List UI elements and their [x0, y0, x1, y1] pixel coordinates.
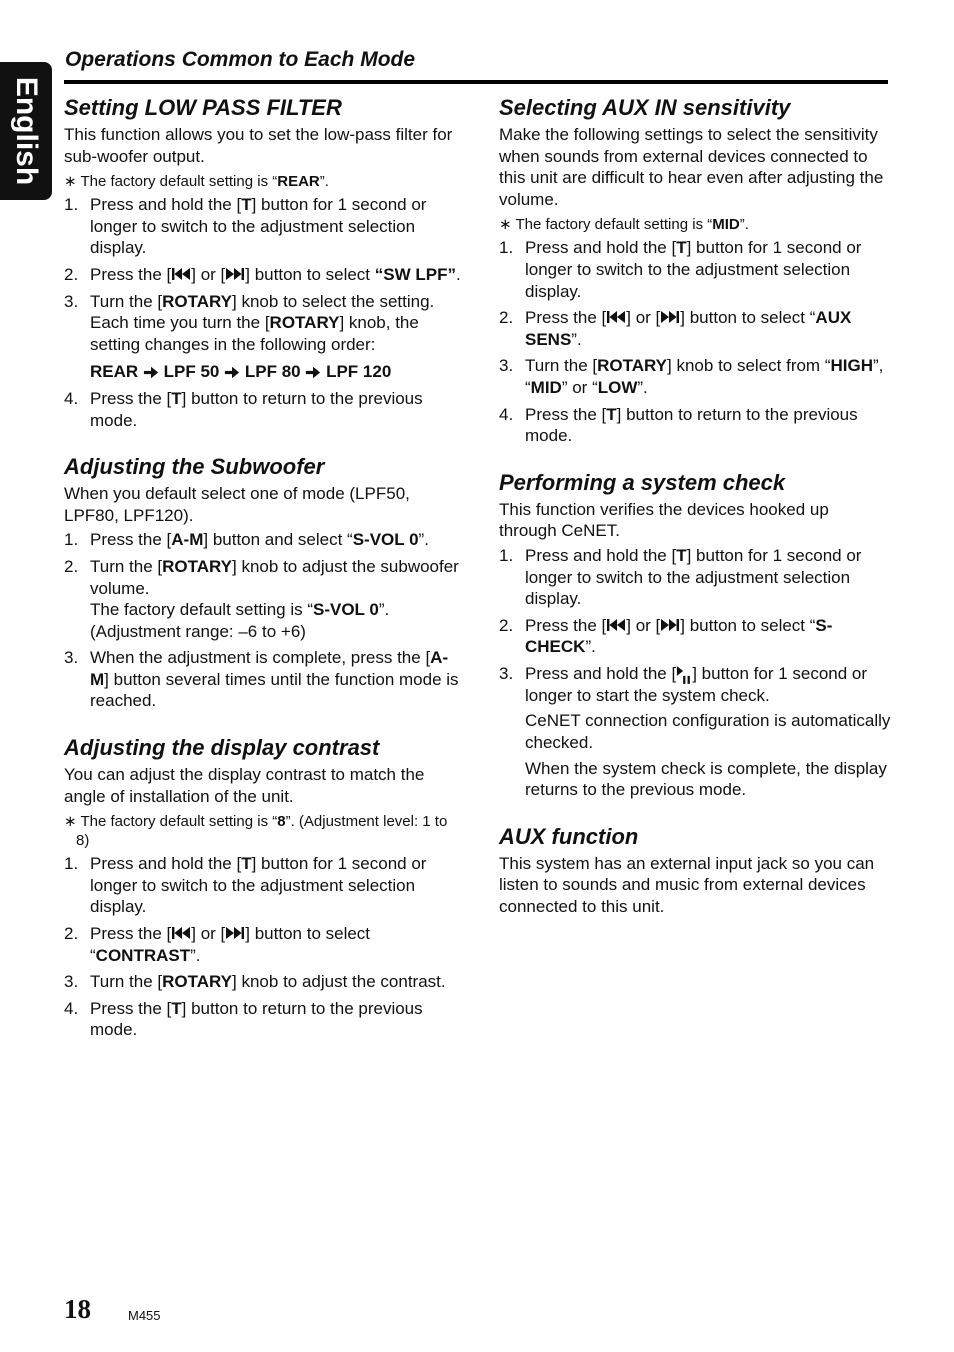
step-4: 4. Press the [T] button to return to the previous mode.: [499, 404, 858, 446]
play-pause-icon: [676, 665, 692, 685]
steps-list: [64, 194, 464, 431]
right-arrow-icon: [305, 366, 321, 379]
page-number: 18: [64, 1294, 91, 1324]
page-header: [64, 46, 888, 84]
step-1: 1. Press and hold the [T] button for 1 second or longer to switch to the adjustment selection display.: [499, 238, 862, 301]
previous-track-icon: [171, 266, 191, 282]
section-intro: Make the following settings to select the sensitivity when sounds from external devices connected to this unit are difficult to hear even after adjusting the volume.: [499, 125, 884, 209]
language-tab: [0, 62, 52, 200]
step-1: 1. Press and hold the [T] button for 1 second or longer to switch to the adjustment selection display.: [64, 854, 427, 917]
setting-sequence: REAR LPF 50 LPF 80 LPF 120: [90, 362, 392, 382]
step-4: 4. Press the [T] button to return to the previous mode.: [64, 998, 423, 1040]
right-arrow-icon: [224, 366, 240, 379]
previous-track-icon: [606, 617, 626, 633]
section-title: Adjusting the display contrast: [64, 735, 380, 761]
step-3: 3. Turn the [ROTARY] knob to select from “HIGH”, “MID” or “LOW”.: [499, 356, 884, 397]
previous-track-icon: [171, 925, 191, 941]
section-title: Setting LOW PASS FILTER: [64, 95, 342, 120]
step-2: 2. Press the [ ] or [ ] button to select “AUX SENS”.: [499, 308, 852, 349]
model-number: M455: [128, 1308, 161, 1323]
step-3: 3. Turn the [ROTARY] knob to select the setting. Each time you turn the [ROTARY] knob, the setting changes in the following order: REAR LPF 50 LPF 80 LPF 120: [64, 291, 464, 383]
section-intro: This function verifies the devices hooked up through CeNET.: [499, 499, 829, 541]
right-arrow-icon: [143, 366, 159, 379]
section-intro: You can adjust the display contrast to match the angle of installation of the unit.: [64, 765, 425, 806]
right-column: [499, 94, 891, 918]
steps-list: [499, 545, 891, 801]
steps-list: [64, 853, 464, 1041]
step-2: 2. Press the [ ] or [ ] button to select “CONTRAST”.: [64, 924, 371, 965]
previous-track-icon: [606, 309, 626, 325]
next-track-icon: [225, 925, 245, 941]
step-3-detail: When the system check is complete, the display returns to the previous mode.: [525, 758, 887, 800]
page-header-title: Operations Common to Each Mode: [65, 48, 416, 71]
step-3: 3. When the adjustment is complete, press the [A-M] button several times until the function mode is reached.: [64, 648, 459, 711]
next-track-icon: [660, 309, 680, 325]
section-low-pass-filter: [64, 94, 464, 431]
section-aux-sensitivity: [499, 94, 891, 447]
step-4: 4. Press the [T] button to return to the previous mode.: [64, 388, 423, 430]
section-subwoofer: [64, 453, 464, 712]
steps-list: [499, 237, 891, 446]
left-column: [64, 94, 464, 1046]
step-3: 3. Turn the [ROTARY] knob to adjust the contrast.: [64, 972, 446, 992]
section-aux-function: [499, 823, 891, 918]
section-title: Selecting AUX IN sensitivity: [499, 95, 791, 120]
section-display-contrast: [64, 734, 464, 1041]
step-1: 1. Press the [A-M] button and select “S-VOL 0”.: [64, 530, 429, 550]
next-track-icon: [225, 266, 245, 282]
section-title: AUX function: [499, 823, 639, 849]
section-intro: This function allows you to set the low-pass filter for sub-woofer output.: [64, 125, 453, 166]
default-note: ∗ The factory default setting is “MID”.: [499, 216, 749, 234]
section-intro: When you default select one of mode (LPF50, LPF80, LPF120).: [64, 484, 410, 525]
section-system-check: [499, 469, 891, 801]
default-note: ∗ The factory default setting is “REAR”.: [64, 173, 329, 191]
steps-list: [64, 529, 464, 712]
step-1: 1. Press and hold the [T] button for 1 second or longer to switch to the adjustment selection display.: [64, 195, 427, 258]
step-3: 3. Press and hold the [ ] button for 1 second or longer to start the system check. CeNET connection configuration is automatically checked. When the system check is complete, the display returns to the previous mode.: [499, 663, 891, 800]
section-title: Adjusting the Subwoofer: [64, 454, 325, 480]
section-title: Performing a system check: [499, 469, 786, 495]
step-2: 2. Turn the [ROTARY] knob to adjust the subwoofer volume. The factory default setting is “S-VOL 0”. (Adjustment range: –6 to +6): [64, 556, 459, 641]
step-1: 1. Press and hold the [T] button for 1 second or longer to switch to the adjustment selection display.: [499, 545, 862, 609]
next-track-icon: [660, 617, 680, 633]
section-intro: This system has an external input jack so you can listen to sounds and music from external devices connected to this unit.: [499, 853, 875, 917]
language-tab-label: English: [10, 76, 43, 186]
step-2: 2. Press the [ ] or [ ] button to select “SW LPF”.: [64, 264, 461, 284]
step-2: 2. Press the [ ] or [ ] button to select “S-CHECK”.: [499, 615, 833, 657]
step-3-detail: CeNET connection configuration is automatically checked.: [525, 711, 891, 753]
default-note: ∗ The factory default setting is “8”. (Adjustment level: 1 to 8): [64, 813, 448, 850]
